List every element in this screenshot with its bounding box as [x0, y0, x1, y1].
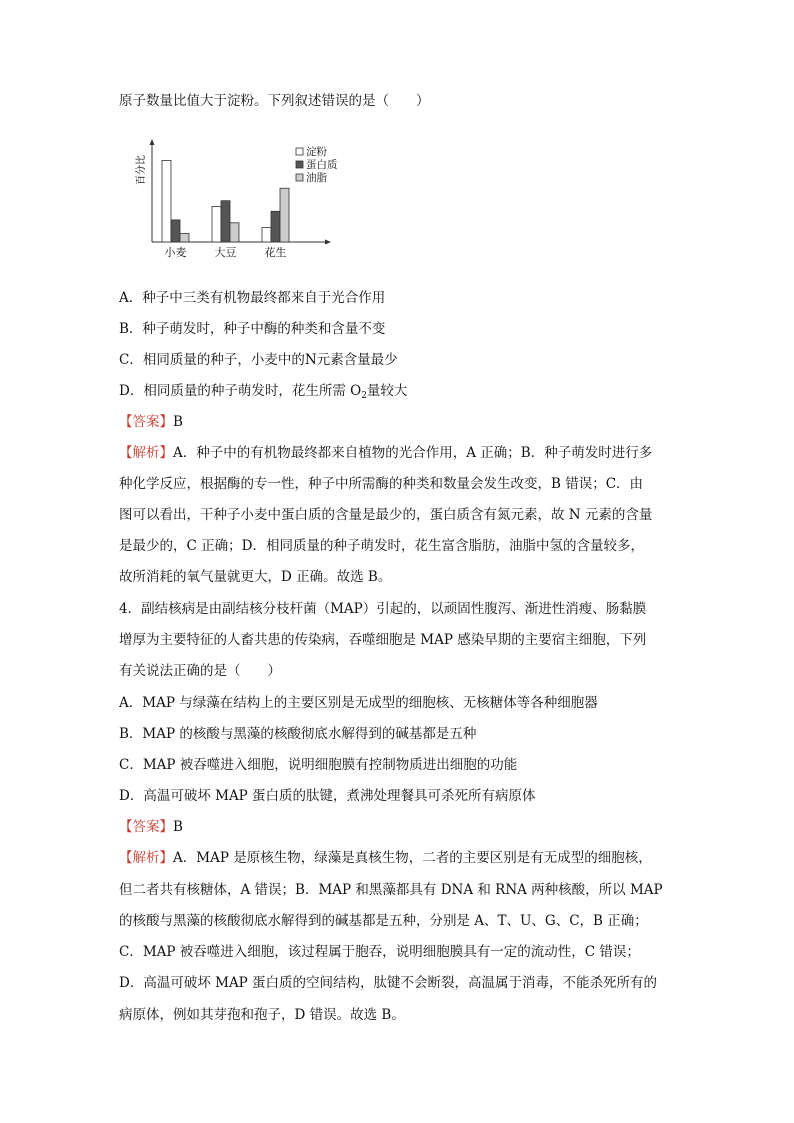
q4-option-c: C．MAP 被吞噬进入细胞，说明细胞膜有控制物质进出细胞的功能: [119, 757, 518, 773]
chart-category-label: 花生: [264, 246, 287, 259]
chart-legend-swatch: [296, 161, 303, 168]
q4-analysis-label: 【解析】: [119, 850, 173, 866]
chart-legend-label: 淀粉: [306, 146, 327, 158]
chart-ylabel: 百分比: [136, 155, 147, 185]
q4-analysis-line-4: C．MAP 被吞噬进入细胞，该过程属于胞吞，说明细胞膜具有一定的流动性，C 错误；: [119, 944, 640, 960]
chart-bars: [162, 160, 289, 242]
q4-answer-value: B: [173, 819, 183, 835]
chart-bar-1-3: [180, 233, 189, 242]
chart-category-label: 大豆: [214, 246, 237, 259]
q3-analysis-line-3: 图可以看出，干种子小麦中蛋白质的含量是最少的，蛋白质含有氮元素，故 N 元素的含量: [119, 507, 653, 523]
q4-stem-line-1: 4．副结核病是由副结核分枝杆菌（MAP）引起的，以顽固性腹泻、渐进性消瘦、肠黏膜: [119, 601, 647, 617]
chart-bar-1-1: [162, 160, 171, 242]
chart-legend-swatch: [296, 148, 303, 155]
q3-option-d-sub: 2: [361, 391, 367, 401]
q3-stem-tail: 原子数量比值大于淀粉。下列叙述错误的是（ ）: [119, 93, 430, 109]
q4-analysis-line-5: D．高温可破坏 MAP 蛋白质的空间结构，肽键不会断裂，高温属于消毒，不能杀死所有的: [119, 975, 658, 991]
chart-y-axis-arrow: [150, 139, 155, 145]
q3-option-b: B．种子萌发时，种子中酶的种类和含量不变: [119, 321, 386, 337]
chart-legend-label: 蛋白质: [306, 159, 338, 171]
q4-analysis-line-1: [119, 849, 652, 867]
chart-bar-2-1: [212, 206, 221, 242]
chart-bar-3-2: [271, 211, 280, 242]
chart-category-label: 小麦: [164, 246, 187, 259]
q3-option-c: C．相同质量的种子，小麦中的N元素含量最少: [119, 352, 398, 368]
q3-option-a: A．种子中三类有机物最终都来自于光合作用: [119, 290, 386, 306]
q3-analysis-label: 【解析】: [119, 445, 173, 461]
q3-analysis-line-1: [119, 444, 652, 462]
q4-option-a: A．MAP 与绿藻在结构上的主要区别是无成型的细胞核、无核糖体等各种细胞器: [119, 695, 598, 711]
chart-category-labels: [165, 245, 287, 259]
q4-option-d: D．高温可破坏 MAP 蛋白质的肽键，煮沸处理餐具可杀死所有病原体: [119, 788, 536, 804]
chart-legend-label: 油脂: [306, 172, 327, 184]
q3-analysis-line-4: 是最少的，C 正确；D．相同质量的种子萌发时，花生富含脂肪，油脂中氢的含量较多，: [119, 538, 644, 554]
chart-bar-3-3: [280, 188, 289, 242]
q4-answer-label: 【答案】: [119, 819, 173, 835]
q4-analysis-text-1: A．MAP 是原核生物，绿藻是真核生物，二者的主要区别是有无成型的细胞核，: [173, 850, 652, 866]
q3-answer-value: B: [173, 414, 183, 430]
chart-legend: [296, 145, 338, 184]
q3-option-d-post: 量较大: [366, 383, 408, 399]
chart-legend-swatch: [296, 174, 303, 181]
q4-option-b: B．MAP 的核酸与黑藻的核酸彻底水解得到的碱基都是五种: [119, 726, 477, 742]
q3-answer: [119, 413, 183, 431]
q3-option-d-pre: D．相同质量的种子萌发时，花生所需 O: [119, 383, 362, 399]
q4-analysis-line-2: 但二者共有核糖体，A 错误；B．MAP 和黑藻都具有 DNA 和 RNA 两种核酸，所以 MAP: [119, 882, 663, 898]
q4-stem-line-3: 有关说法正确的是（ ）: [119, 663, 281, 679]
q4-answer: [119, 818, 183, 836]
chart-bar-2-3: [230, 223, 239, 242]
q3-analysis-line-2: 种化学反应，根据酶的专一性，种子中所需酶的种类和数量会发生改变，B 错误；C．由: [119, 476, 644, 492]
chart-bar-3-1: [262, 228, 271, 242]
bar-chart: [130, 138, 340, 263]
chart-bar-1-2: [171, 220, 180, 242]
q3-analysis-line-5: 故所消耗的氧气量就更大，D 正确。故选 B。: [119, 569, 392, 585]
q4-analysis-line-3: 的核酸与黑藻的核酸彻底水解得到的碱基都是五种，分别是 A、T、U、G、C，B 正确；: [119, 913, 648, 929]
chart-bar-2-2: [221, 201, 230, 242]
q4-analysis-line-6: 病原体，例如其芽孢和孢子，D 错误。故选 B。: [119, 1007, 405, 1023]
q3-answer-label: 【答案】: [119, 414, 173, 430]
q4-stem-line-2: 增厚为主要特征的人畜共患的传染病，吞噬细胞是 MAP 感染早期的主要宿主细胞，下列: [119, 632, 647, 648]
q3-analysis-text-1: A．种子中的有机物最终都来自植物的光合作用，A 正确；B．种子萌发时进行多: [173, 445, 653, 461]
q3-option-d: [119, 382, 407, 400]
chart-x-axis-arrow: [325, 240, 331, 245]
